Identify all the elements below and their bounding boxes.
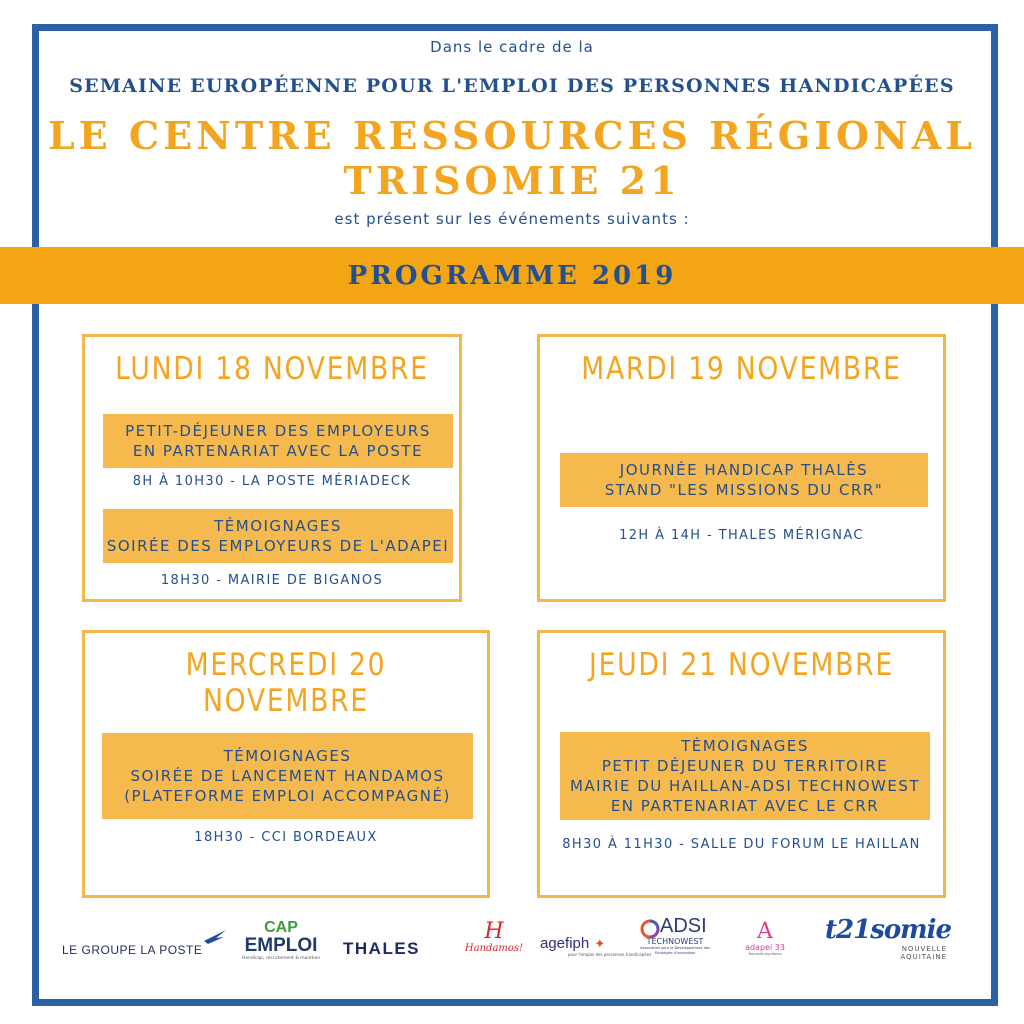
day-card-thursday [537,630,946,898]
present-text: est présent sur les événements suivants : [334,210,690,228]
adsi-subtitle: TECHNOWEST [646,937,704,946]
cap-emploi-logo [236,920,326,962]
agefiph-text: agefiph [540,935,590,952]
event-line: TÉMOIGNAGES [681,737,809,755]
adsi-description: Association pour le Développement des Stratégies d'Innovation [640,946,710,955]
cap-text: CAP [264,919,298,936]
event-line: EN PARTENARIAT AVEC LE CRR [610,797,880,815]
thales-logo [343,939,420,959]
handamos-logo [464,921,524,954]
day-card-monday [82,334,462,602]
adapei-logo [740,921,790,956]
title-line-1: LE CENTRE RESSOURCES RÉGIONAL [47,113,976,158]
event-detail: 8H30 À 11H30 - SALLE DU FORUM LE HAILLAN [562,837,921,852]
emploi-text: EMPLOI [244,935,318,956]
day-title: MARDI 19 NOVEMBRE [581,351,902,387]
event-line: SOIRÉE DES EMPLOYEURS DE L'ADAPEI [106,537,450,555]
adsi-circle-icon [640,919,660,943]
trisomie-subtitle-1: NOUVELLE [901,945,947,953]
week-heading: SEMAINE EUROPÉENNE POUR L'EMPLOI DES PERSONNES HANDICAPÉES [69,75,955,97]
event-line: EN PARTENARIAT AVEC LA POSTE [132,442,424,460]
laposte-bird-icon [202,929,228,949]
event-detail: 8H À 10H30 - LA POSTE MÉRIADECK [132,474,412,489]
event-box [560,732,930,820]
thales-text: THALES [343,939,420,958]
event-line: TÉMOIGNAGES [214,517,342,535]
handamos-mark: H [484,919,504,944]
event-line: PETIT-DÉJEUNER DES EMPLOYEURS [125,422,431,440]
cap-subtitle: Handicap, recrutement & maintien [241,956,321,961]
laposte-logo [62,939,202,958]
event-line: SOIRÉE DE LANCEMENT HANDAMOS [130,767,445,785]
event-box [102,733,473,819]
trisomie-text: t21somie [825,915,952,945]
event-detail: 18H30 - MAIRIE DE BIGANOS [160,573,384,588]
adapei-text: adapei 33 [745,943,785,952]
event-line: MAIRIE DU HAILLAN-ADSI TECHNOWEST [569,777,921,795]
day-title: LUNDI 18 NOVEMBRE [115,351,429,387]
page-title [0,113,1024,203]
event-box [103,414,453,468]
adapei-subtitle: Nouvelle Aquitaine [748,952,782,956]
handamos-text: Handamos! [464,943,524,954]
trisomie-subtitle-2: AQUITAINE [900,953,947,961]
partner-logos [40,915,980,975]
day-card-tuesday [537,334,946,602]
event-line: JOURNÉE HANDICAP THALÈS [619,461,869,479]
event-line: STAND "LES MISSIONS DU CRR" [604,481,884,499]
event-detail: 18H30 - CCI BORDEAUX [194,830,378,845]
adsi-text: ADSI [660,915,707,937]
event-line: (PLATEFORME EMPLOI ACCOMPAGNÉ) [124,787,451,805]
day-title: JEUDI 21 NOVEMBRE [589,647,894,683]
agefiph-star-icon: ✦ [594,937,606,952]
trisomie-logo [825,915,955,961]
event-line: PETIT DÉJEUNER DU TERRITOIRE [601,757,889,775]
event-line: TÉMOIGNAGES [223,747,352,765]
adsi-logo [640,915,710,956]
event-detail: 12H À 14H - THALES MÉRIGNAC [619,528,864,543]
title-line-2: TRISOMIE 21 [343,158,681,203]
laposte-text: LE GROUPE LA POSTE [62,943,203,957]
intro-text: Dans le cadre de la [430,38,594,56]
day-card-wednesday [82,630,490,898]
event-box [103,509,453,563]
program-title: PROGRAMME 2019 [347,260,677,291]
agefiph-subtitle: pour l'emploi des personnes handicapées [568,952,652,957]
day-title: MERCREDI 20 NOVEMBRE [185,647,387,719]
adapei-mark: A [757,919,773,944]
agefiph-logo [540,933,651,957]
program-banner [0,247,1024,304]
event-box [560,453,928,507]
